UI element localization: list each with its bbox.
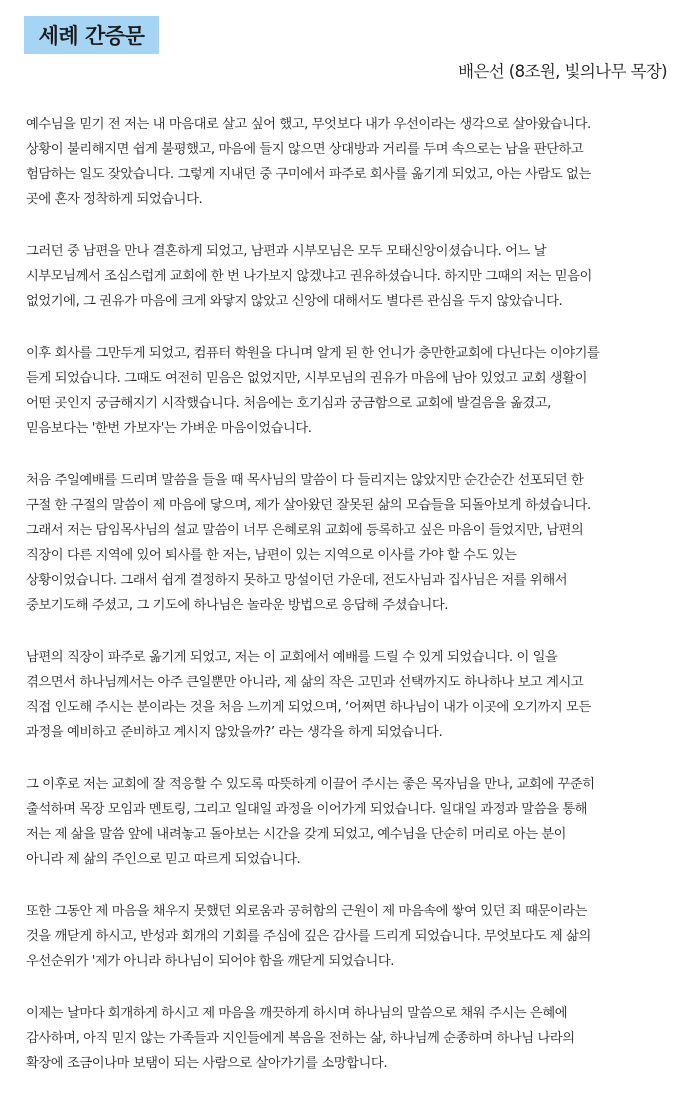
author-byline: 배은선 (8조원, 빛의나무 목장) <box>458 62 667 81</box>
paragraph-2 <box>26 239 676 314</box>
paragraph-6 <box>26 772 676 872</box>
text-line: 직장이 다른 지역에 있어 퇴사를 한 저는, 남편이 있는 지역으로 이사를 가야 할 수도 있는 <box>26 548 517 563</box>
text-line: 상황이 불리해지면 쉽게 불평했고, 마음에 들지 않으면 상대방과 거리를 두며 속으로는 남을 판단하고 <box>26 142 584 157</box>
text-line: 중보기도해 주셨고, 그 기도에 하나님은 놀라운 방법으로 응답해 주셨습니다. <box>26 598 449 613</box>
text-line: 곳에 혼자 정착하게 되었습니다. <box>26 192 203 207</box>
page-title: 세례 간증문 <box>38 24 145 48</box>
paragraph-4 <box>26 468 676 618</box>
text-line: 확장에 조금이나마 보탬이 되는 사람으로 살아가기를 소망합니다. <box>26 1056 388 1071</box>
text-line: 그 이후로 저는 교회에 잘 적응할 수 있도록 따뜻하게 이끌어 주시는 좋은 목자님을 만나, 교회에 꾸준히 <box>26 777 595 792</box>
text-line: 이제는 날마다 회개하게 하시고 제 마음을 깨끗하게 하시며 하나님의 말씀으로 채워 주시는 은혜에 <box>26 1006 568 1021</box>
text-line: 어떤 곳인지 궁금해지기 시작했습니다. 처음에는 호기심과 궁금함으로 교회에 발걸음을 옮겼고, <box>26 396 551 411</box>
text-line: 그러던 중 남편을 만나 결혼하게 되었고, 남편과 시부모님은 모두 모태신앙이셨습니다. 어느 날 <box>26 244 547 259</box>
text-line: 없었기에, 그 권유가 마음에 크게 와닿지 않았고 신앙에 대해서도 별다른 관심을 두지 않았습니다. <box>26 294 563 309</box>
paragraph-7 <box>26 899 676 974</box>
text-line: 과정을 예비하고 준비하고 계시지 않았을까?’ 라는 생각을 하게 되었습니다. <box>26 725 443 740</box>
paragraph-3 <box>26 341 676 441</box>
testimony-body <box>26 112 676 1103</box>
text-line: 직접 인도해 주시는 분이라는 것을 처음 느끼게 되었으며, ‘어쩌면 하나님이 내가 이곳에 오기까지 모든 <box>26 700 591 715</box>
text-line: 또한 그동안 제 마음을 채우지 못했던 외로움과 공허함의 근원이 제 마음속에 쌓여 있던 죄 때문이라는 <box>26 904 588 919</box>
text-line: 우선순위가 '제가 아니라 하나님이 되어야 함을 깨닫게 되었습니다. <box>26 954 395 969</box>
text-line: 겪으면서 하나님께서는 아주 큰일뿐만 아니라, 제 삶의 작은 고민과 선택까지도 하나하나 보고 계시고 <box>26 675 584 690</box>
text-line: 듣게 되었습니다. 그때도 여전히 믿음은 없었지만, 시부모님의 권유가 마음에 남아 있었고 교회 생활이 <box>26 371 588 386</box>
text-line: 출석하며 목장 모임과 멘토링, 그리고 일대일 과정을 이어가게 되었습니다. 일대일 과정과 말씀을 통해 <box>26 802 588 817</box>
text-line: 시부모님께서 조심스럽게 교회에 한 번 나가보지 않겠냐고 권유하셨습니다. 하지만 그때의 저는 믿음이 <box>26 269 592 284</box>
paragraph-1 <box>26 112 676 212</box>
text-line: 저는 제 삶을 말씀 앞에 내려놓고 돌아보는 시간을 갖게 되었고, 예수님을 단순히 머리로 아는 분이 <box>26 827 567 842</box>
text-line: 구절 한 구절의 말씀이 제 마음에 닿으며, 제가 살아왔던 잘못된 삶의 모습들을 되돌아보게 하셨습니다. <box>26 498 591 513</box>
text-line: 이후 회사를 그만두게 되었고, 컴퓨터 학원을 다니며 알게 된 한 언니가 충만한교회에 다닌다는 이야기를 <box>26 346 600 361</box>
text-line: 것을 깨닫게 하시고, 반성과 회개의 기회를 주심에 깊은 감사를 드리게 되었습니다. 무엇보다도 제 삶의 <box>26 929 591 944</box>
text-line: 험담하는 일도 잦았습니다. 그렇게 지내던 중 구미에서 파주로 회사를 옮기게 되었고, 아는 사람도 없는 <box>26 167 591 182</box>
text-line: 아니라 제 삶의 주인으로 믿고 따르게 되었습니다. <box>26 852 301 867</box>
text-line: 믿음보다는 '한번 가보자'는 가벼운 마음이었습니다. <box>26 421 312 436</box>
text-line: 예수님을 믿기 전 저는 내 마음대로 살고 싶어 했고, 무엇보다 내가 우선이라는 생각으로 살아왔습니다. <box>26 117 591 132</box>
text-line: 감사하며, 아직 믿지 않는 가족들과 지인들에게 복음을 전하는 삶, 하나님께 순종하며 하나님 나라의 <box>26 1031 575 1046</box>
text-line: 처음 주일예배를 드리며 말씀을 들을 때 목사님의 말씀이 다 들리지는 않았지만 순간순간 선포되던 한 <box>26 473 584 488</box>
text-line: 그래서 저는 담임목사님의 설교 말씀이 너무 은혜로워 교회에 등록하고 싶은 마음이 들었지만, 남편의 <box>26 523 584 538</box>
paragraph-8 <box>26 1001 676 1076</box>
title-badge <box>24 16 159 54</box>
text-line: 남편의 직장이 파주로 옮기게 되었고, 저는 이 교회에서 예배를 드릴 수 있게 되었습니다. 이 일을 <box>26 650 558 665</box>
paragraph-5 <box>26 645 676 745</box>
text-line: 상황이었습니다. 그래서 쉽게 결정하지 못하고 망설이던 가운데, 전도사님과 집사님은 저를 위해서 <box>26 573 568 588</box>
